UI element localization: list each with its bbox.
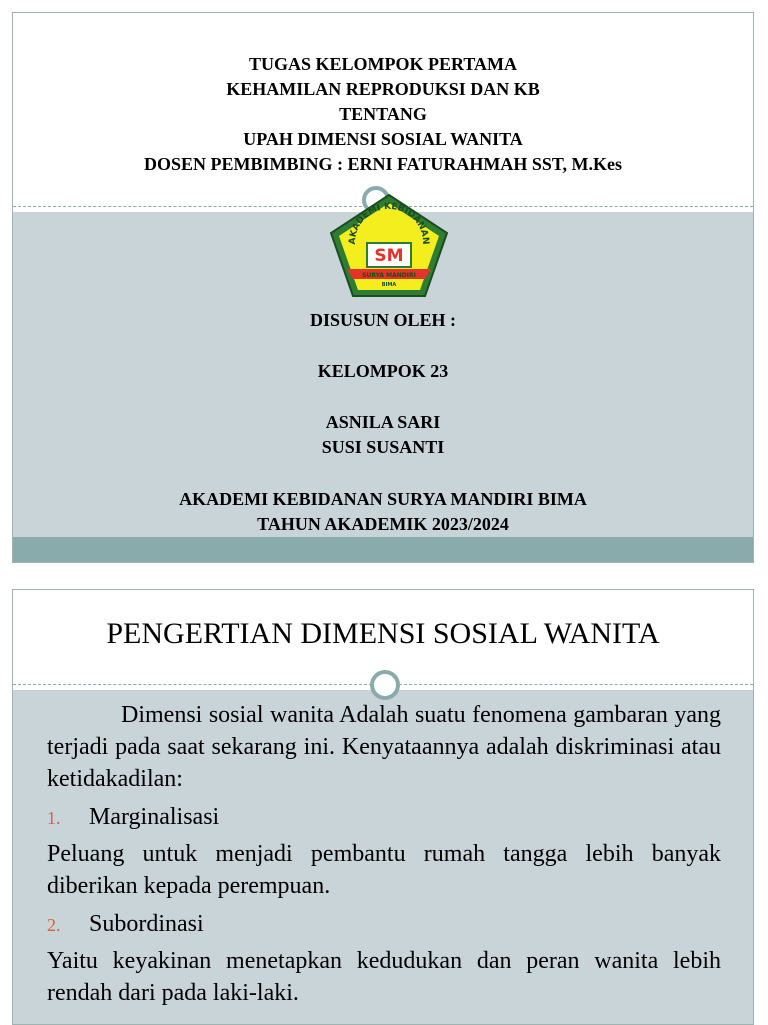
member-name: ASNILA SARI <box>325 412 441 432</box>
title-slide-footer-band <box>13 537 753 563</box>
logo-arc-text: AKADEMI KEBIDANAN <box>347 201 431 245</box>
title-slide <box>12 12 754 563</box>
logo-monogram: SM <box>374 246 404 266</box>
list-heading: Subordinasi <box>89 911 204 937</box>
title-line: DOSEN PEMBIMBING : ERNI FATURAHMAH SST, M.Kes <box>143 154 622 174</box>
divider-ring-icon <box>370 670 400 700</box>
list-description: Yaitu keyakinan menetapkan kedudukan dan peran wanita lebih rendah dari pada laki-laki. <box>47 948 721 1006</box>
slide-title: PENGERTIAN DIMENSI SOSIAL WANITA <box>106 617 660 650</box>
title-line: TENTANG <box>339 104 427 124</box>
member-name: SUSI SUSANTI <box>321 437 445 457</box>
logo-bottom-text: BIMA <box>381 282 397 288</box>
slide-content <box>47 699 721 1009</box>
title-line: UPAH DIMENSI SOSIAL WANITA <box>243 129 523 149</box>
list-description: Peluang untuk menjadi pembantu rumah tangga lebih banyak diberikan kepada perempuan. <box>47 841 721 899</box>
list-item <box>47 908 721 941</box>
title-line: TUGAS KELOMPOK PERTAMA <box>248 54 518 74</box>
content-slide <box>12 589 754 1025</box>
list-item <box>47 801 721 834</box>
list-heading: Marginalisasi <box>89 804 220 830</box>
logo-banner-text: SURYA MANDIRI <box>362 272 416 279</box>
list-number: 1. <box>47 808 61 828</box>
academic-year: TAHUN AKADEMIK 2023/2024 <box>257 514 509 534</box>
intro-paragraph: Dimensi sosial wanita Adalah suatu fenomena gambaran yang terjadi pada saat sekarang ini. Kenyataannya adalah diskriminasi atau ketidakadilan: <box>47 702 721 792</box>
list-number: 2. <box>47 915 61 935</box>
title-block <box>13 52 753 177</box>
member-list <box>13 410 753 460</box>
academy-logo <box>329 193 449 298</box>
title-line: KEHAMILAN REPRODUKSI DAN KB <box>226 79 540 99</box>
institution-name: AKADEMI KEBIDANAN SURYA MANDIRI BIMA <box>179 489 587 509</box>
group-name: KELOMPOK 23 <box>317 361 449 381</box>
prepared-by-label: DISUSUN OLEH : <box>309 310 457 330</box>
institution-block <box>13 487 753 537</box>
